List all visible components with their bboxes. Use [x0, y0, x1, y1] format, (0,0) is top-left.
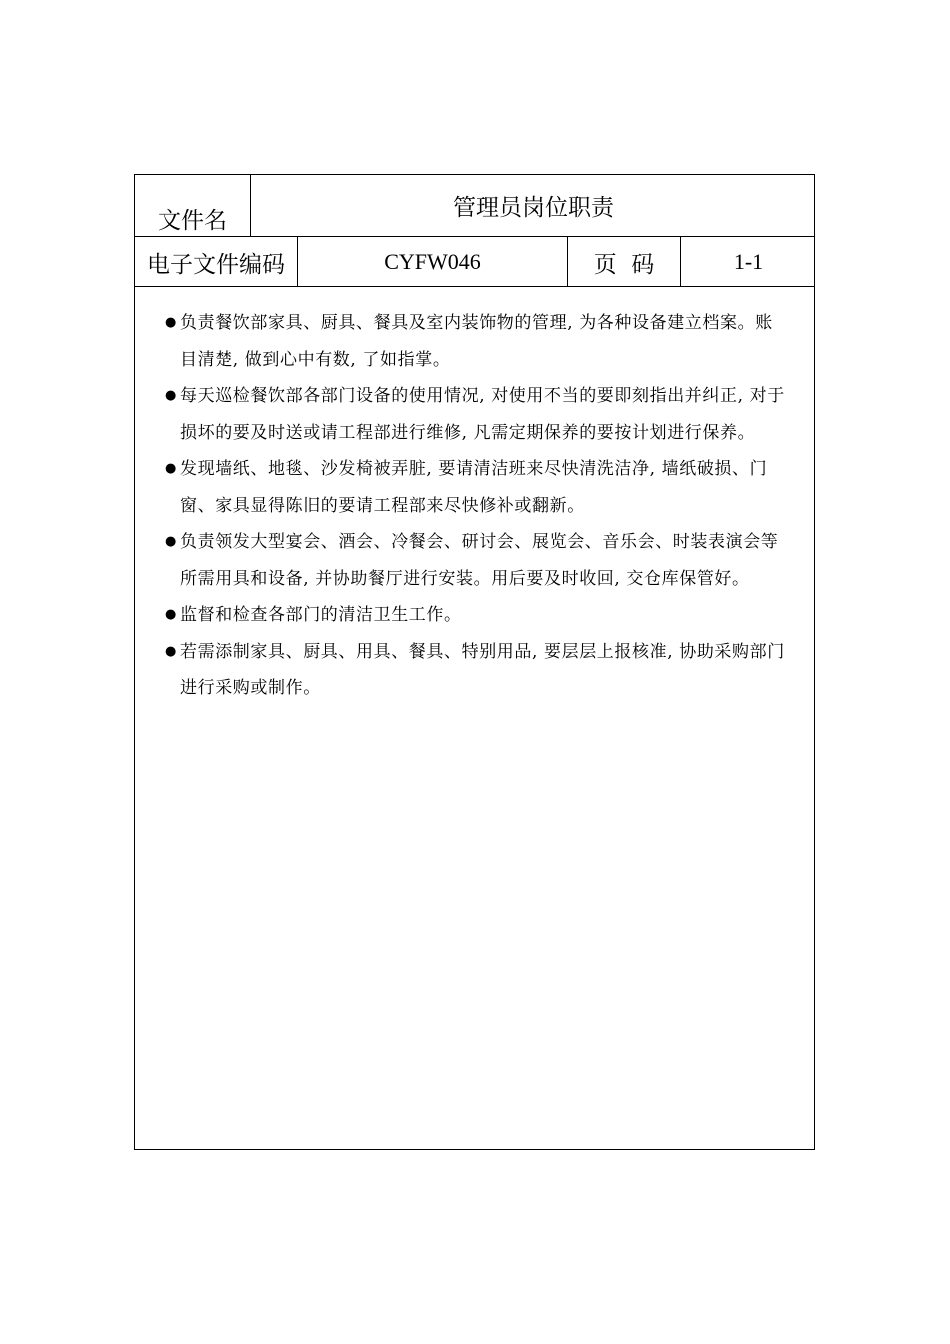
electronic-code-label: 电子文件编码 [147, 251, 285, 278]
file-name-label: 文件名 [158, 208, 227, 234]
bullet-icon: ● [165, 534, 177, 549]
row-divider-2 [135, 286, 814, 287]
duty-text: 负责领发大型宴会、酒会、冷餐会、研讨会、展览会、音乐会、时装表演会等所需用具和设备, 并协助餐厅进行安装。用后要及时收回, 交仓库保管好。 [180, 532, 779, 589]
duties-list [165, 305, 785, 707]
duty-text: 发现墙纸、地毯、沙发椅被弄脏, 要请清洁班来尽快清洗洁净, 墙纸破损、门窗、家具显得陈旧的要请工程部来尽快修补或翻新。 [180, 459, 768, 516]
bullet-icon: ● [165, 315, 177, 330]
document-table [134, 174, 815, 1150]
list-item [165, 524, 785, 597]
duty-text: 监督和检查各部门的清洁卫生工作。 [180, 605, 462, 625]
duty-text: 若需添制家具、厨具、用具、餐具、特别用品, 要层层上报核准, 协助采购部门进行采购或制作。 [180, 641, 785, 698]
code-value: CYFW046 [384, 249, 481, 274]
list-item [165, 597, 785, 634]
list-item [165, 305, 785, 378]
bullet-icon: ● [165, 607, 177, 622]
bullet-icon: ● [165, 643, 177, 659]
bullet-icon: ● [165, 388, 177, 403]
list-item [165, 378, 785, 451]
page-value: 1-1 [733, 249, 764, 274]
page-label: 页 码 [593, 251, 655, 278]
bullet-icon: ● [165, 461, 177, 476]
list-item [165, 451, 785, 524]
duty-text: 每天巡检餐饮部各部门设备的使用情况, 对使用不当的要即刻指出并纠正, 对于损坏的要及时送或请工程部进行维修, 凡需定期保养的要按计划进行保养。 [180, 386, 785, 443]
list-item [165, 634, 785, 707]
document-title: 管理员岗位职责 [453, 195, 614, 221]
duty-text: 负责餐饮部家具、厨具、餐具及室内装饰物的管理, 为各种设备建立档案。账目清楚, 做到心中有数, 了如指掌。 [180, 313, 773, 370]
